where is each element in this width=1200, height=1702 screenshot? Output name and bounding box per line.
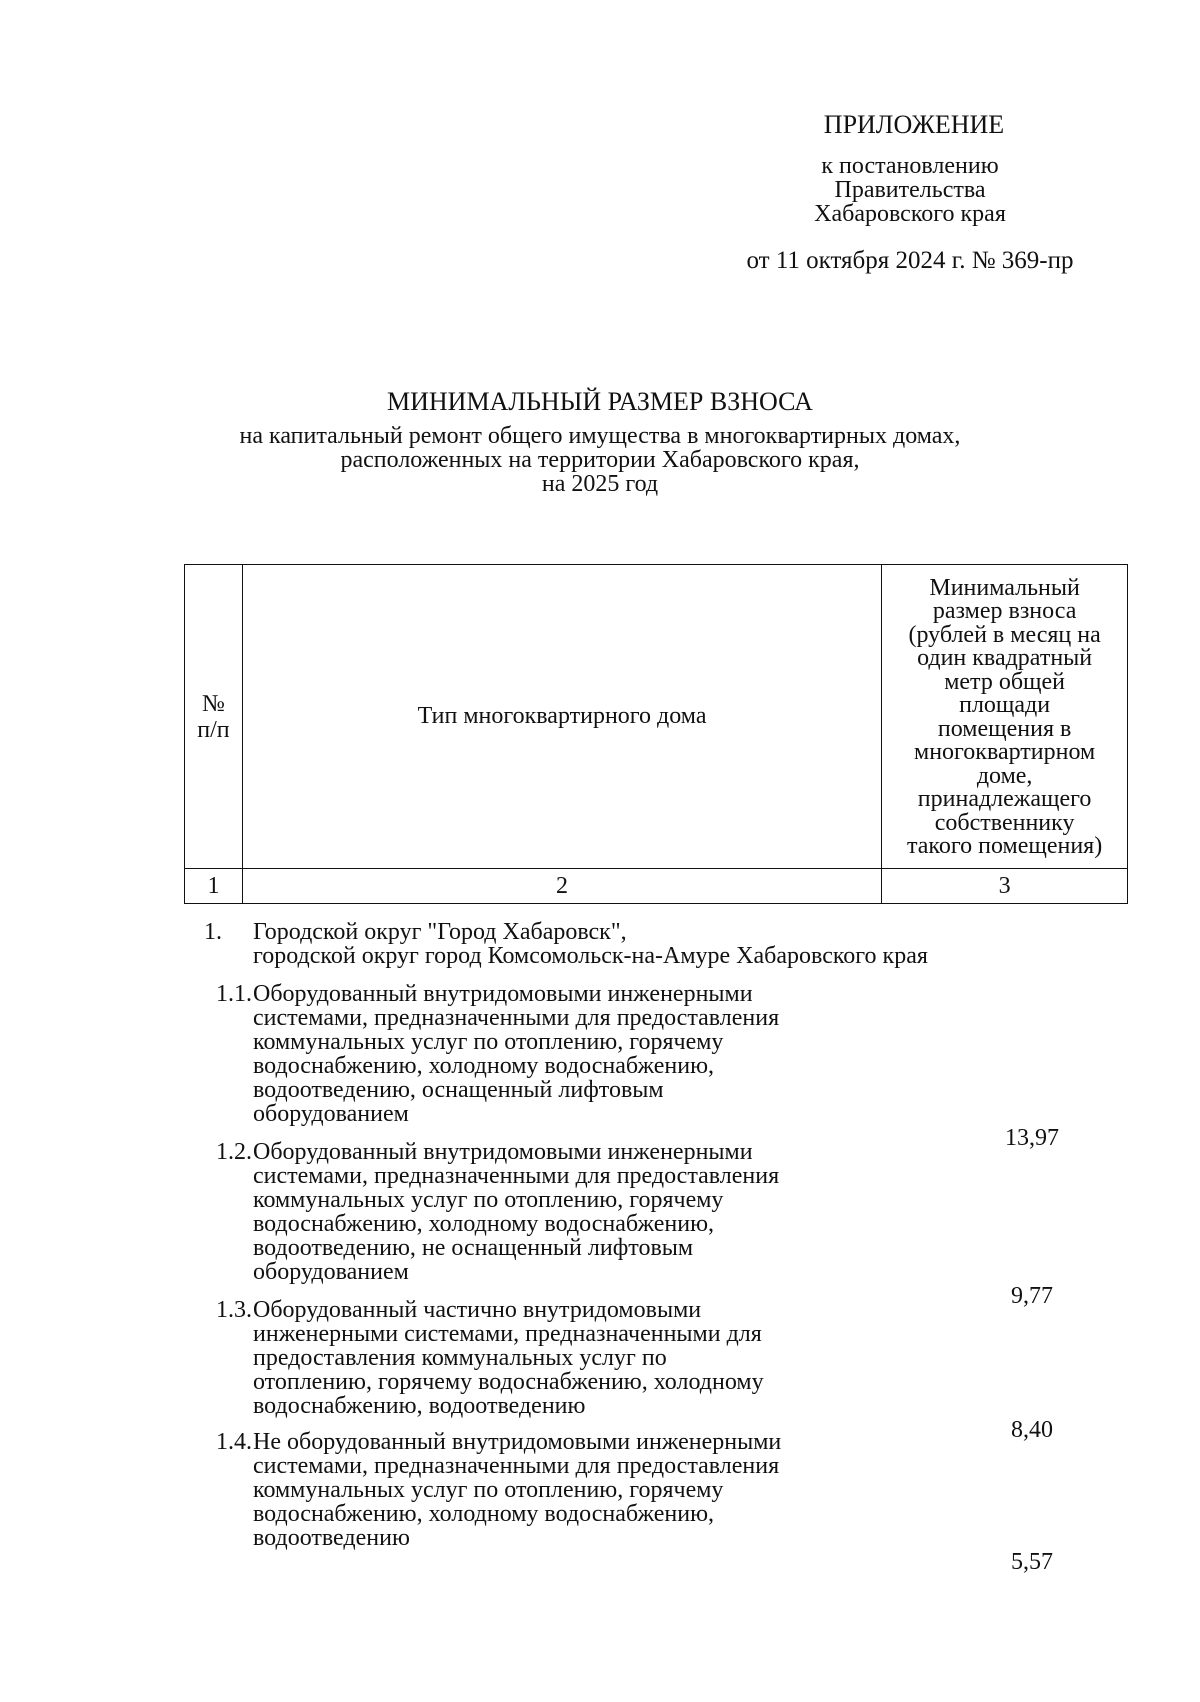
header-value-line: принадлежащего xyxy=(917,786,1092,812)
row-description-line: системами, предназначенными для предоставления xyxy=(253,1005,780,1031)
row-description xyxy=(253,1140,883,1284)
row-description-line: городской округ город Комсомольск-на-Амуре Хабаровского края xyxy=(253,943,928,969)
header-value-text xyxy=(882,573,1127,861)
row-number: 1.3. xyxy=(216,1297,252,1323)
row-value: 13,97 xyxy=(1005,1125,1059,1151)
appendix-line-1: к постановлению xyxy=(821,153,999,179)
row-description-line: оборудованием xyxy=(253,1259,409,1285)
appendix-date: от 11 октября 2024 г. № 369-пр xyxy=(746,247,1074,274)
header-value-line: помещения в xyxy=(937,715,1072,742)
row-description-line: водоснабжению, холодному водоснабжению, xyxy=(253,1053,715,1079)
document-subtitle-2: расположенных на территории Хабаровского края, xyxy=(340,447,860,473)
row-description xyxy=(253,982,883,1126)
row-description-line: оборудованием xyxy=(253,1101,409,1127)
rates-table-header xyxy=(184,564,1128,904)
column-number-2: 2 xyxy=(242,869,881,904)
header-value-line: размер взноса xyxy=(932,598,1077,624)
row-description xyxy=(253,1430,883,1550)
header-cell-value xyxy=(882,565,1128,869)
document-subtitle-1: на капитальный ремонт общего имущества в многоквартирных домах, xyxy=(239,423,961,449)
header-value-line: метр общей xyxy=(944,668,1066,695)
row-value: 8,40 xyxy=(1011,1417,1053,1443)
header-cell-type: Тип многоквартирного дома xyxy=(242,565,881,869)
row-description-line: системами, предназначенными для предоставления xyxy=(253,1163,780,1189)
header-value-line: такого помещения) xyxy=(907,833,1103,859)
header-value-line: (рублей в месяц на xyxy=(908,621,1101,648)
header-cell-number xyxy=(185,565,243,869)
row-description xyxy=(253,1298,883,1418)
row-number: 1. xyxy=(204,919,222,945)
row-description-line: коммунальных услуг по отоплению, горячему xyxy=(253,1187,724,1213)
header-value-line: доме, xyxy=(976,762,1033,789)
appendix-title: ПРИЛОЖЕНИЕ xyxy=(823,110,1005,139)
row-description-line: Оборудованный частично внутридомовыми xyxy=(253,1297,702,1323)
row-description-line: Оборудованный внутридомовыми инженерными xyxy=(253,1139,753,1165)
appendix-line-3: Хабаровского края xyxy=(814,201,1006,227)
column-number-row xyxy=(185,869,1128,904)
document-subtitle-3: на 2025 год xyxy=(541,471,659,497)
header-value-line: многоквартирном xyxy=(914,739,1096,765)
appendix-block xyxy=(720,108,1100,276)
table-row xyxy=(184,1139,1128,1309)
header-value-line: Минимальный xyxy=(929,574,1080,601)
row-description-line: Не оборудованный внутридомовыми инженерными xyxy=(253,1429,782,1455)
row-description-line: водоснабжению, холодному водоснабжению, xyxy=(253,1211,715,1237)
table-header-row xyxy=(185,565,1128,869)
document-heading xyxy=(140,386,1060,496)
table-row xyxy=(184,981,1128,1151)
row-description xyxy=(253,920,1113,968)
header-value-line: собственнику xyxy=(934,809,1075,836)
table-row xyxy=(184,1429,1128,1575)
header-number-symbol: № xyxy=(201,690,225,717)
row-number: 1.4. xyxy=(216,1429,252,1455)
row-description-line: отоплению, горячему водоснабжению, холодному xyxy=(253,1369,764,1395)
header-number-abbrev: п/п xyxy=(197,716,230,743)
section-row xyxy=(184,920,1128,968)
row-description-line: коммунальных услуг по отоплению, горячему xyxy=(253,1029,724,1055)
row-description-line: Оборудованный внутридомовыми инженерными xyxy=(253,981,753,1007)
document-title: МИНИМАЛЬНЫЙ РАЗМЕР ВЗНОСА xyxy=(387,387,813,416)
row-description-line: Городской округ "Город Хабаровск", xyxy=(253,919,627,945)
row-description-line: водоснабжению, водоотведению xyxy=(253,1393,586,1419)
row-value: 9,77 xyxy=(1011,1283,1053,1309)
row-description-line: водоотведению, оснащенный лифтовым xyxy=(253,1077,664,1103)
header-value-line: площади xyxy=(959,692,1051,718)
row-description-line: коммунальных услуг по отоплению, горячему xyxy=(253,1477,724,1503)
appendix-line-2: Правительства xyxy=(834,177,986,203)
row-value: 5,57 xyxy=(1011,1549,1053,1575)
row-description-line: предоставления коммунальных услуг по xyxy=(253,1345,667,1371)
row-number: 1.1. xyxy=(216,981,252,1007)
row-description-line: водоснабжению, холодному водоснабжению, xyxy=(253,1501,715,1527)
row-description-line: водоотведению, не оснащенный лифтовым xyxy=(253,1235,694,1261)
column-number-1: 1 xyxy=(185,869,243,904)
column-number-3: 3 xyxy=(882,869,1128,904)
row-description-line: инженерными системами, предназначенными для xyxy=(253,1321,762,1347)
row-number: 1.2. xyxy=(216,1139,252,1165)
header-value-line: один квадратный xyxy=(917,645,1093,671)
row-description-line: системами, предназначенными для предоставления xyxy=(253,1453,780,1479)
row-description-line: водоотведению xyxy=(253,1525,410,1551)
